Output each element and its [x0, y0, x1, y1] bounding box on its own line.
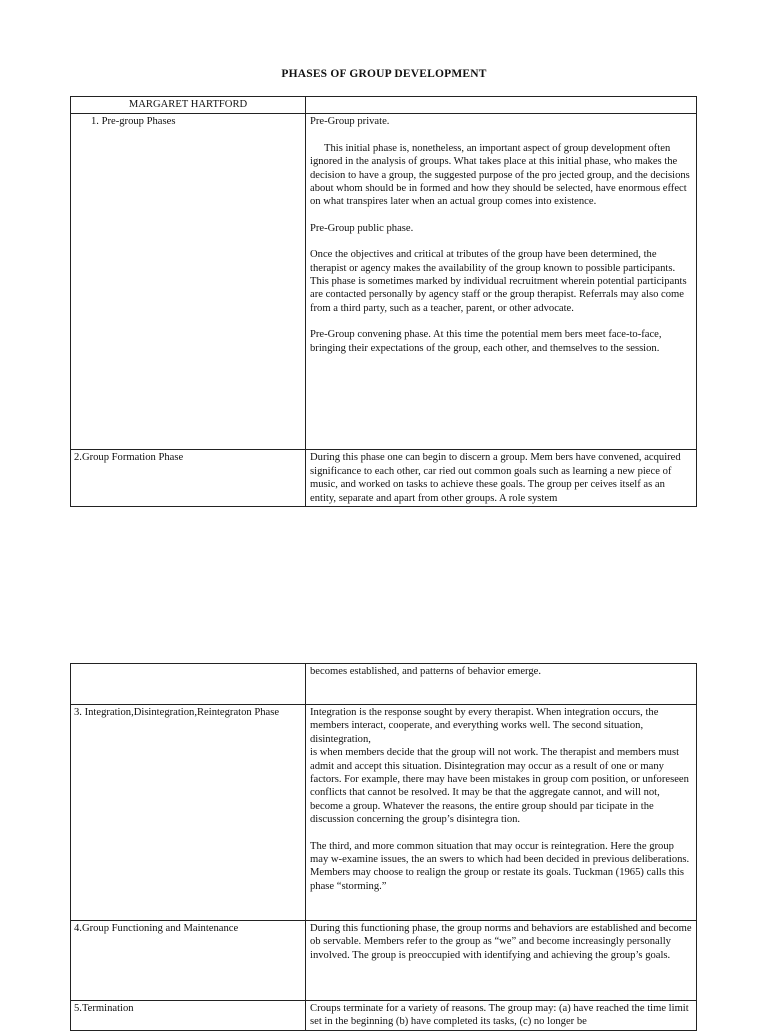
phases-table-page-1 — [70, 96, 697, 507]
paragraph: Croups terminate for a variety of reasons. The group may: (a) have reached the time limit set in the beginning (b) have completed its tasks, (c) no longer be — [310, 1003, 689, 1028]
phase-name-cell: 1. Pre-group Phases — [71, 114, 306, 450]
table-row — [71, 450, 697, 507]
header-cell-empty — [306, 97, 697, 114]
table-header-row — [71, 97, 697, 114]
paragraph: Pre-Group private. — [310, 116, 390, 128]
phase-name-cell — [71, 664, 306, 705]
phase-name-cell: 2.Group Formation Phase — [71, 450, 306, 507]
phase-description-cell — [306, 705, 697, 921]
paragraph: This initial phase is, nonetheless, an important aspect of group development often ignored in the analysis of groups. What takes place at this initial phase, who makes the decision to have a group, the suggested purpose of the pro jected group, and the decisions about whom should be in formed and how they should be selected, have enormous effect on what transpires later when an actual group comes into existence. — [310, 142, 690, 208]
paragraph: During this phase one can begin to discern a group. Mem bers have convened, acquired significance to each other, car ried out common goals such as learning a new piece of music, and worked on tasks to achieve these goals. The group per ceives itself as an entity, separate and apart from other groups. A role system — [310, 452, 681, 504]
paragraph: Integration is the response sought by every therapist. When integration occurs, the members interact, cooperate, and everything works well. The second situation, disintegration, — [310, 707, 659, 745]
table-row — [71, 114, 697, 450]
paragraph: Pre-Group public phase. — [310, 222, 414, 234]
table-row — [71, 921, 697, 1001]
phase-description-cell — [306, 450, 697, 507]
paragraph: Pre-Group convening phase. At this time the potential mem bers meet face-to-face, bringing their expectations of the group, each other, and themselves to the session. — [310, 329, 662, 354]
paragraph: Once the objectives and critical at tributes of the group have been determined, the therapist or agency makes the availability of the group known to possible participants. This phase is sometimes marked by individual recruitment wherein potential participants are contacted personally by agency staff or the group therapist. Referrals may also come from a third party, such as a teacher, parent, or other advocate. — [310, 249, 687, 314]
document-title: PHASES OF GROUP DEVELOPMENT — [281, 68, 487, 80]
phases-table-page-2 — [70, 663, 697, 1031]
phase-description-cell: becomes established, and patterns of behavior emerge. — [306, 664, 697, 705]
table-row — [71, 664, 697, 705]
table-row — [71, 705, 697, 921]
phase-name-cell: 4.Group Functioning and Maintenance — [71, 921, 306, 1001]
phase-name-cell: 3. Integration,Disintegration,Reintegraton Phase — [71, 705, 306, 921]
phase-name-cell: 5.Termination — [71, 1001, 306, 1031]
table-row — [71, 1001, 697, 1031]
paragraph: The third, and more common situation that may occur is reintegration. Here the group may w-examine issues, the an swers to which had been decided in previous deliberations. Members may choose to realign the group or restate its goals. Tuckman (1965) calls this phase “storming.” — [310, 840, 690, 892]
paragraph: is when members decide that the group will not work. The therapist and members must admit and accept this situation. Disintegration may occur as a result of one or many factors. For example, there may have been mistakes in group com position, or unforeseen conflicts that cannot be resolved. It may be that the aggregate cannot, and will not, become a group. Whatever the reasons, the entire group should par ticipate in the discussion concerning the group’s disintegra tion. — [310, 747, 689, 826]
phase-description-cell — [306, 1001, 697, 1031]
header-cell-author: MARGARET HARTFORD — [71, 97, 306, 114]
phase-description-cell: During this functioning phase, the group norms and behaviors are established and become ob servable. Members refer to the group as “we” and become increasingly personally involved. The group is preoccupied with identifying and achieving the group’s goals. — [306, 921, 697, 1001]
phase-description-cell — [306, 114, 697, 450]
